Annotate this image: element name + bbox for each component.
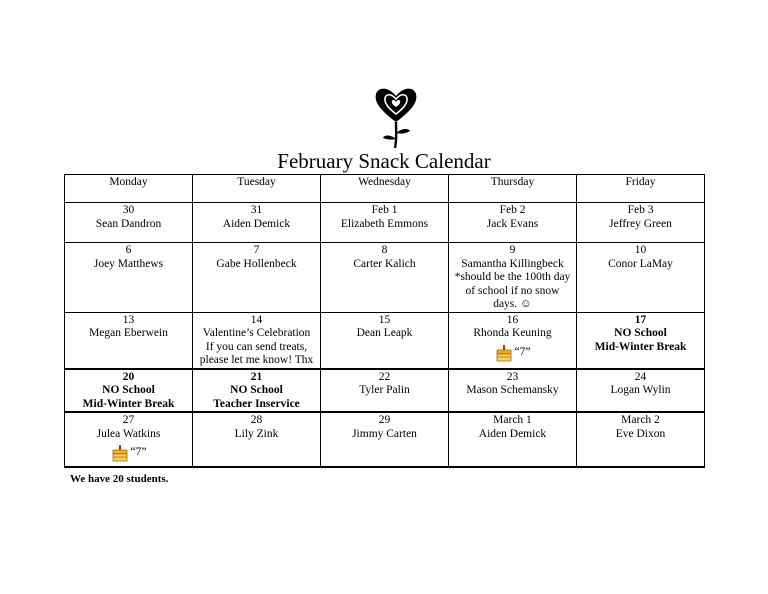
day-date: 24 xyxy=(634,370,647,383)
footer-note: We have 20 students. xyxy=(70,473,169,485)
day-cell xyxy=(321,203,449,243)
day-date: 28 xyxy=(250,414,263,426)
day-cell xyxy=(321,243,449,313)
week-row xyxy=(65,243,705,313)
day-entry: Dean Leapk xyxy=(356,327,413,339)
day-date: 16 xyxy=(506,313,519,326)
day-cell xyxy=(321,412,449,467)
day-date: Feb 1 xyxy=(371,204,398,216)
day-cell xyxy=(449,369,577,413)
day-cell xyxy=(65,203,193,243)
weekday-header: Friday xyxy=(577,175,705,203)
day-date: 20 xyxy=(122,370,135,383)
day-cell xyxy=(65,412,193,467)
day-cell xyxy=(449,312,577,369)
day-entry: Aiden Demick xyxy=(478,427,547,440)
day-date: March 1 xyxy=(493,414,532,426)
day-entry: Teacher Inservice xyxy=(213,397,300,410)
day-date: 22 xyxy=(378,370,391,383)
day-entry: NO School xyxy=(614,327,667,339)
day-cell xyxy=(577,312,705,369)
day-cell xyxy=(321,369,449,413)
day-entry: Sean Dandron xyxy=(95,217,162,230)
week-row xyxy=(65,369,705,413)
week-row xyxy=(65,412,705,467)
day-cell xyxy=(193,369,321,413)
day-entry: Carter Kalich xyxy=(353,257,416,270)
day-date: 29 xyxy=(378,414,391,426)
day-entry: Julea Watkins xyxy=(96,427,161,440)
day-entry: Valentine’s Celebration xyxy=(202,327,311,339)
day-entry: If you can send treats, xyxy=(205,340,308,353)
day-entry: Jimmy Carten xyxy=(352,427,417,440)
day-cell xyxy=(577,412,705,467)
day-entry: please let me know! Thx xyxy=(199,354,314,366)
weekday-header: Thursday xyxy=(449,175,577,203)
day-entry: Logan Wylin xyxy=(610,384,671,396)
heart-flower-icon xyxy=(370,84,422,150)
weekday-header: Wednesday xyxy=(321,175,449,203)
birthday-cake-icon xyxy=(495,344,513,362)
day-entry: Eve Dixon xyxy=(615,427,666,440)
day-entry: Megan Eberwein xyxy=(89,327,168,339)
day-entry: Joey Matthews xyxy=(93,257,164,270)
day-entry: Samantha Killingbeck xyxy=(461,257,564,270)
day-entry: Aiden Demick xyxy=(222,217,291,230)
day-date: 8 xyxy=(381,244,388,256)
day-date: 21 xyxy=(250,370,263,383)
day-entry: days. ☺ xyxy=(493,298,532,310)
day-cell xyxy=(577,369,705,413)
day-entry: of school if no snow xyxy=(465,284,560,297)
day-entry: Conor LaMay xyxy=(608,257,673,270)
day-cell xyxy=(449,203,577,243)
birthday-marker xyxy=(451,344,574,362)
day-entry: Jeffrey Green xyxy=(609,217,672,230)
day-cell xyxy=(193,203,321,243)
day-date: 27 xyxy=(122,414,135,426)
day-cell xyxy=(193,243,321,313)
day-cell xyxy=(577,243,705,313)
week-row xyxy=(65,312,705,369)
day-date: 10 xyxy=(634,244,647,256)
day-entry: Jack Evans xyxy=(486,217,539,230)
day-entry: Mid-Winter Break xyxy=(82,397,175,410)
weekday-header: Monday xyxy=(65,175,193,203)
day-entry: Rhonda Keuning xyxy=(473,327,552,339)
day-cell xyxy=(321,312,449,369)
day-date: 31 xyxy=(250,204,263,216)
day-entry: Tyler Palin xyxy=(359,384,410,396)
week-row xyxy=(65,203,705,243)
day-date: 9 xyxy=(509,244,516,256)
day-date: 14 xyxy=(250,313,263,326)
day-date: 6 xyxy=(125,244,132,256)
day-cell xyxy=(449,412,577,467)
day-entry: NO School xyxy=(230,384,283,396)
day-cell xyxy=(193,412,321,467)
day-date: 7 xyxy=(253,244,260,256)
day-entry: Mason Schemansky xyxy=(466,384,559,396)
day-entry: Mid-Winter Break xyxy=(594,340,687,353)
birthday-age: “7” xyxy=(514,345,531,358)
day-date: Feb 2 xyxy=(499,204,526,216)
day-entry: Gabe Hollenbeck xyxy=(216,257,297,270)
birthday-age: “7” xyxy=(130,446,147,459)
day-date: 15 xyxy=(378,313,391,326)
day-entry: NO School xyxy=(102,384,155,396)
day-entry: Elizabeth Emmons xyxy=(340,217,429,230)
day-cell xyxy=(65,243,193,313)
day-cell xyxy=(193,312,321,369)
day-cell xyxy=(65,312,193,369)
day-entry: *should be the 100th day xyxy=(454,271,571,283)
day-date: 23 xyxy=(506,370,519,383)
page-title: February Snack Calendar xyxy=(277,149,491,173)
day-date: Feb 3 xyxy=(627,204,654,216)
weekday-header: Tuesday xyxy=(193,175,321,203)
weekday-header-row xyxy=(65,175,705,203)
day-date: March 2 xyxy=(621,414,660,426)
day-date: 30 xyxy=(122,204,135,216)
day-date: 17 xyxy=(634,313,647,326)
day-cell xyxy=(65,369,193,413)
birthday-cake-icon xyxy=(111,444,129,462)
day-cell xyxy=(577,203,705,243)
snack-calendar-table xyxy=(64,174,705,468)
day-entry: Lily Zink xyxy=(234,427,279,440)
day-cell xyxy=(449,243,577,313)
birthday-marker xyxy=(67,444,190,462)
day-date: 13 xyxy=(122,313,135,326)
